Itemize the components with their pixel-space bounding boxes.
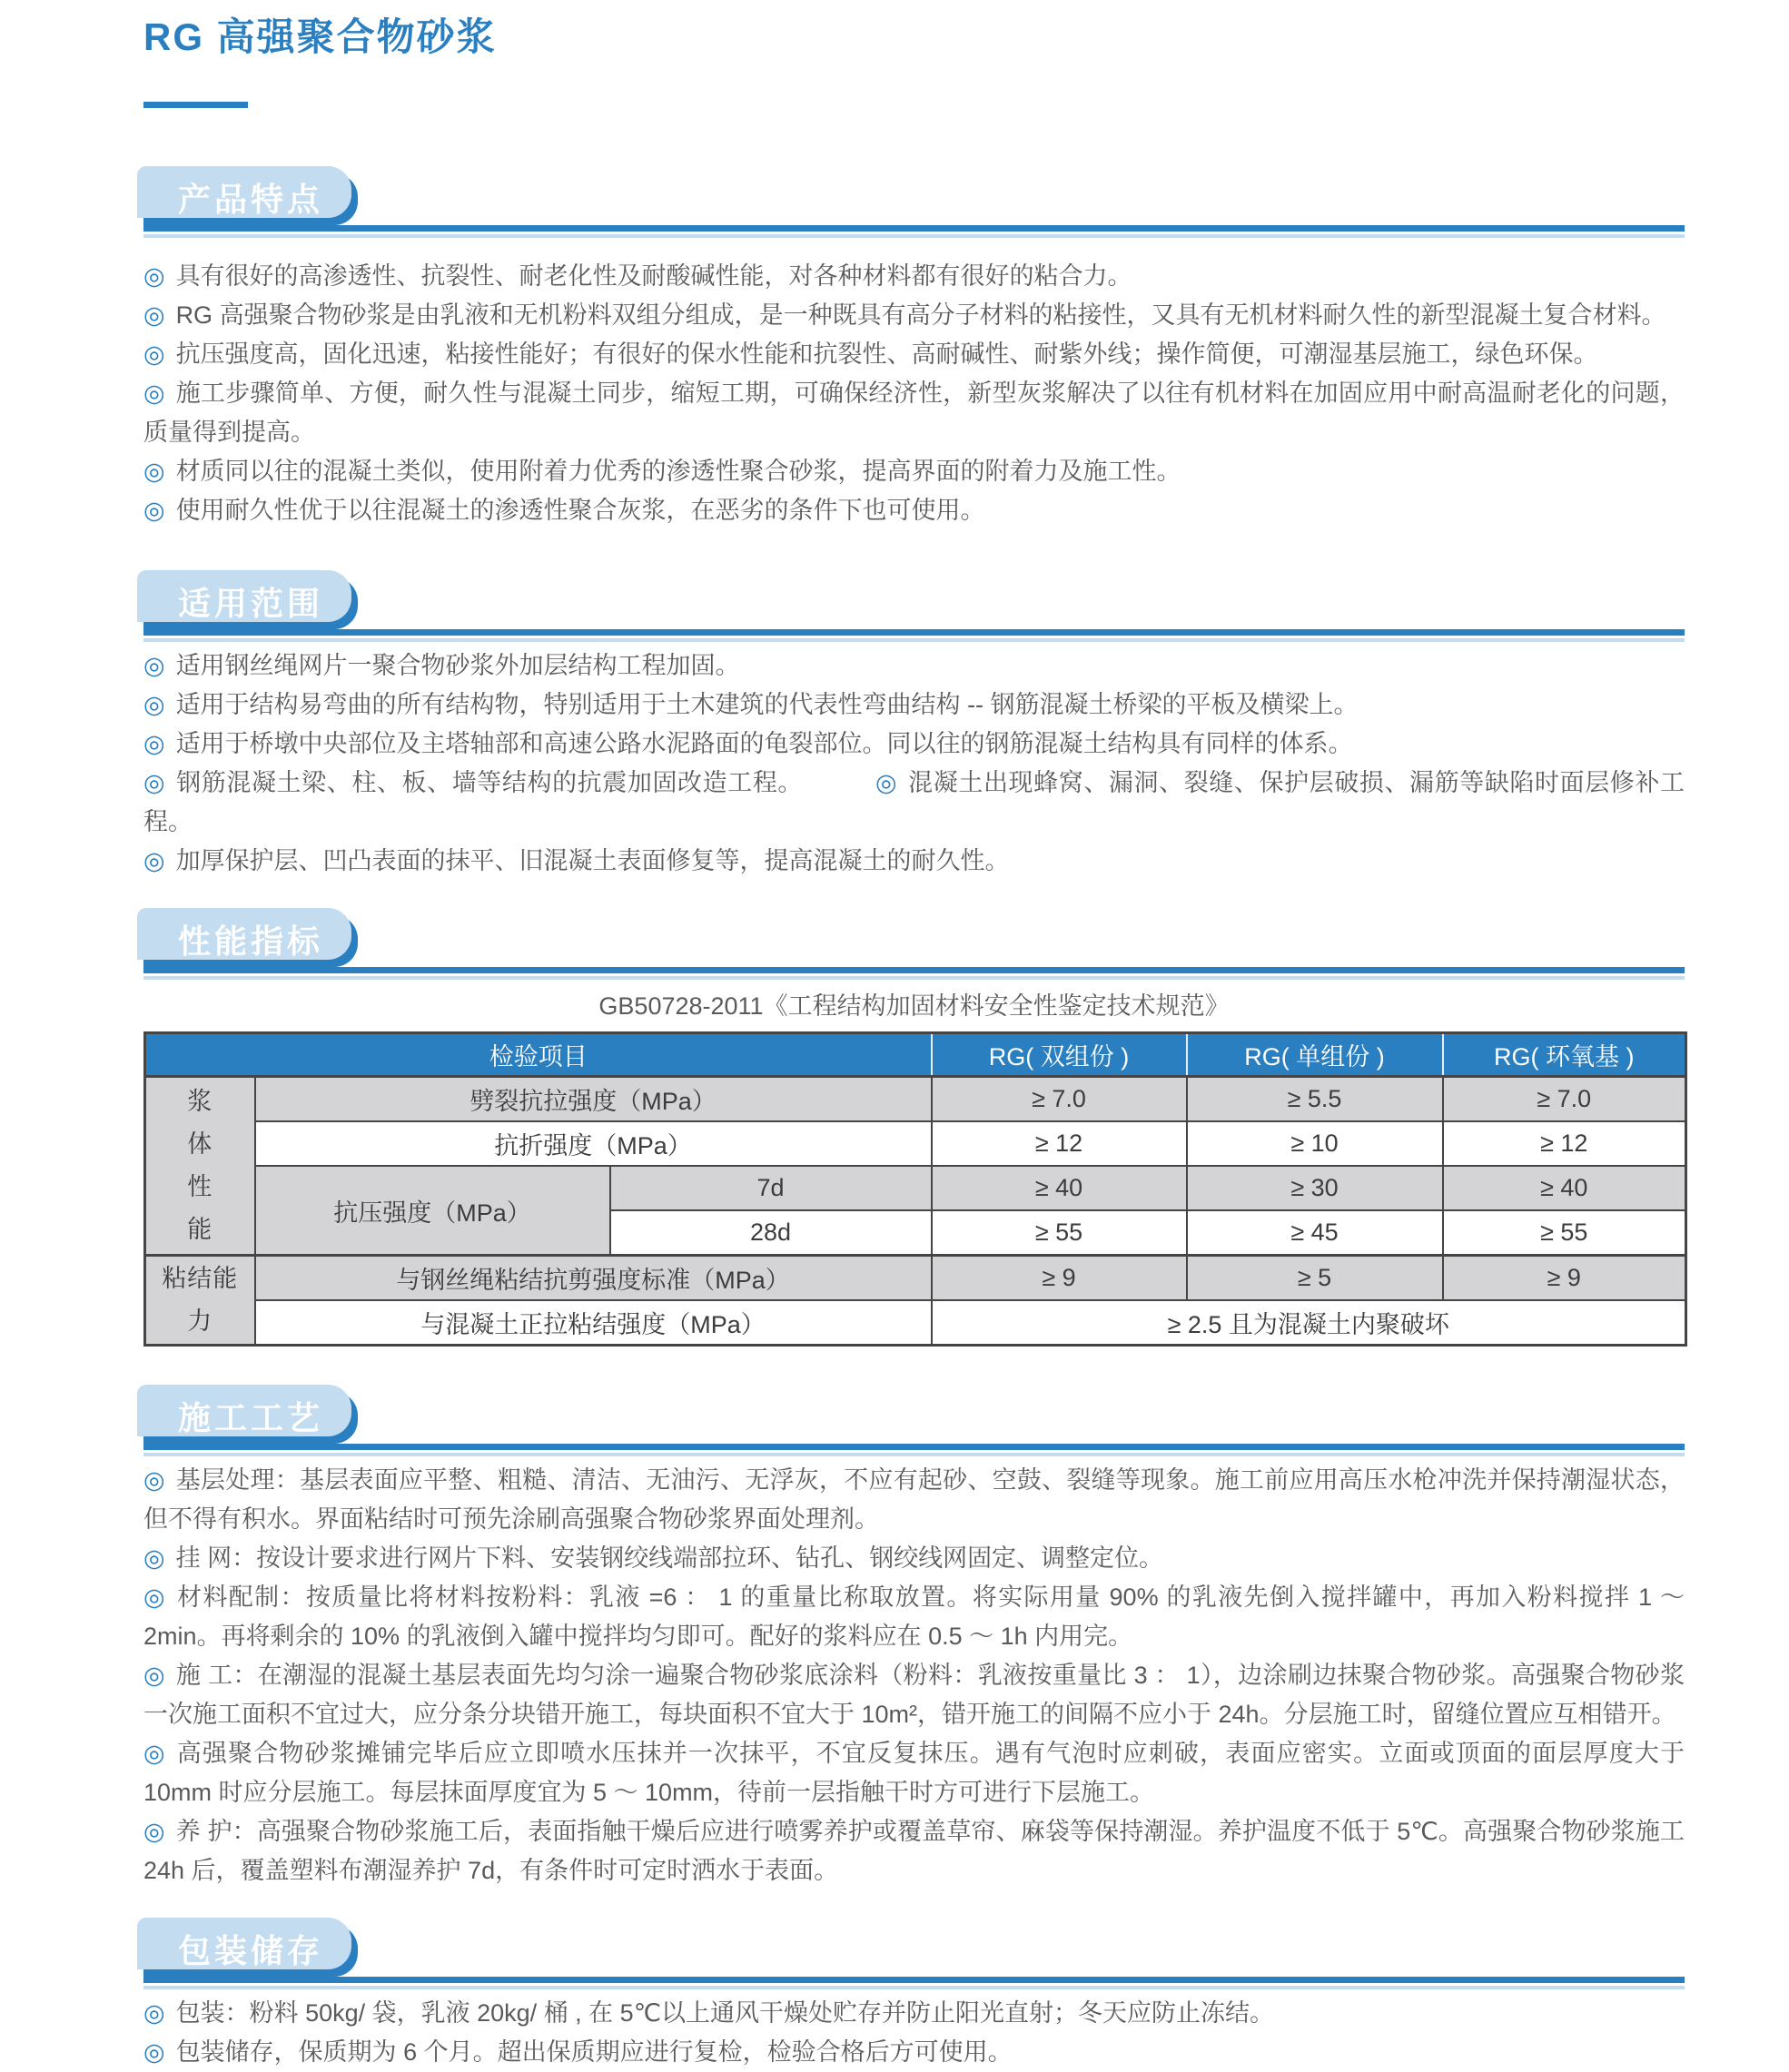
row-label: 抗折强度（MPa）: [255, 1121, 932, 1166]
list-item-text: RG 高强聚合物砂浆是由乳液和无机粉料双组分组成，是一种既具有高分子材料的粘接性，又具有无机材料耐久性的新型混凝土复合材料。: [175, 301, 1666, 329]
row-label: 劈裂抗拉强度（MPa）: [255, 1077, 932, 1122]
list-item-text: 钢筋混凝土梁、柱、板、墙等结构的抗震加固改造工程。: [176, 769, 804, 796]
section-heading: 适用范围: [178, 585, 324, 622]
list-item: [143, 1812, 1685, 1890]
section-header-process: [143, 1385, 1685, 1450]
section-scope: [143, 570, 1685, 881]
list-item: [143, 1656, 1685, 1734]
storage-list: [143, 1994, 1685, 2072]
section-storage: [143, 1918, 1685, 2072]
bullet-icon: ◎: [143, 458, 165, 485]
list-item-text: 适用于结构易弯曲的所有结构物，特别适用于土木建筑的代表性弯曲结构 -- 钢筋混凝土桥梁的平板及横梁上。: [175, 691, 1359, 718]
cell-value: ≥ 2.5 且为混凝土内聚破坏: [932, 1300, 1686, 1346]
section-badge: [143, 173, 358, 225]
list-item: [143, 646, 1685, 686]
bullet-icon: ◎: [875, 769, 898, 796]
section-header-features: [143, 166, 1685, 232]
table-caption: GB50728-2011《工程结构加固材料安全性鉴定技术规范》: [598, 992, 1230, 1020]
cell-value: ≥ 5: [1187, 1256, 1443, 1301]
bullet-icon: ◎: [143, 730, 165, 757]
list-item: [143, 1539, 1685, 1578]
cell-value: ≥ 10: [1187, 1121, 1443, 1166]
cell-value: ≥ 40: [932, 1166, 1187, 1210]
cell-value: ≥ 7.0: [1443, 1077, 1686, 1122]
content-column: [143, 0, 1685, 2072]
list-item-text: 使用耐久性优于以往混凝土的渗透性聚合灰浆，在恶劣的条件下也可使用。: [175, 497, 985, 524]
list-item: [143, 257, 1685, 296]
list-item: [143, 1578, 1685, 1656]
bullet-icon: ◎: [143, 497, 165, 524]
list-item: [143, 686, 1685, 725]
list-item: [143, 374, 1685, 452]
features-list: [143, 257, 1685, 530]
list-item-text: 混凝土出现蜂窝、漏洞、裂缝、保护层破损、漏筋等缺陷时面层修补工程。: [143, 769, 1685, 835]
section-header-storage: [143, 1918, 1685, 1983]
list-item-text: 基层处理：基层表面应平整、粗糙、清洁、无油污、无浮灰，不应有起砂、空鼓、裂缝等现象。施工前应用高压水枪冲洗并保持潮湿状态，但不得有积水。界面粘结时可预先涂刷高强聚合物砂浆界面处理剂。: [143, 1466, 1685, 1533]
row-sublabel: 28d: [610, 1210, 932, 1256]
bullet-icon: ◎: [143, 340, 165, 368]
title-underline: [143, 102, 248, 108]
bullet-icon: ◎: [143, 691, 165, 718]
cell-value: ≥ 55: [1443, 1210, 1686, 1256]
table-row: [145, 1166, 1686, 1210]
section-header-performance: [143, 908, 1685, 973]
list-item-text: 适用钢丝绳网片一聚合物砂浆外加层结构工程加固。: [175, 652, 740, 679]
bullet-icon: ◎: [143, 769, 166, 796]
cell-value: ≥ 55: [932, 1210, 1187, 1256]
bullet-icon: ◎: [143, 847, 165, 874]
section-badge: [143, 577, 358, 629]
section-heading: 性能指标: [178, 923, 324, 960]
cell-value: ≥ 9: [932, 1256, 1187, 1301]
list-item: [143, 1994, 1685, 2033]
section-header-scope: [143, 570, 1685, 636]
list-item-text: 加厚保护层、凹凸表面的抹平、旧混凝土表面修复等，提高混凝土的耐久性。: [175, 847, 1010, 874]
list-item-text: 抗压强度高，固化迅速，粘接性能好；有很好的保水性能和抗裂性、高耐碱性、耐紫外线；操作简便，可潮湿基层施工，绿色环保。: [175, 340, 1598, 368]
section-heading: 施工工艺: [178, 1399, 324, 1436]
section-features: [143, 166, 1685, 530]
performance-table: [143, 1031, 1687, 1347]
scope-list: [143, 646, 1685, 881]
row-label: 抗压强度（MPa）: [255, 1166, 610, 1256]
list-item-double: [143, 764, 1685, 842]
list-item-text: 包装：粉料 50kg/ 袋，乳液 20kg/ 桶 , 在 5℃以上通风干燥处贮存并防止阳光直射；冬天应防止冻结。: [175, 1999, 1275, 2027]
list-item: [143, 2033, 1685, 2072]
list-item: [143, 725, 1685, 764]
cell-value: ≥ 7.0: [932, 1077, 1187, 1122]
list-item-text: 材料配制：按质量比将材料按粉料：乳液 =6 ： 1 的重量比称取放置。将实际用量 90% 的乳液先倒入搅拌罐中，再加入粉料搅拌 1 ～ 2min。再将剩余的 10% 的乳液倒入罐中搅拌均匀即可。配好的浆料应在 0.5 ～ 1h 内用完。: [143, 1584, 1685, 1650]
table-row: [145, 1256, 1686, 1301]
bullet-icon: ◎: [143, 2038, 165, 2066]
list-item-text: 包装储存，保质期为 6 个月。超出保质期应进行复检，检验合格后方可使用。: [175, 2038, 1013, 2066]
list-item: [143, 335, 1685, 374]
cell-value: ≥ 40: [1443, 1166, 1686, 1210]
list-item: [143, 842, 1685, 881]
list-item-text: 具有很好的高渗透性、抗裂性、耐老化性及耐酸碱性能，对各种材料都有很好的粘合力。: [175, 262, 1132, 290]
bullet-icon: ◎: [143, 1584, 166, 1611]
cell-value: ≥ 12: [932, 1121, 1187, 1166]
section-process: [143, 1385, 1685, 1890]
bullet-icon: ◎: [143, 1999, 165, 2027]
list-item-text: 材质同以往的混凝土类似，使用附着力优秀的渗透性聚合砂浆，提高界面的附着力及施工性。: [175, 458, 1181, 485]
bullet-icon: ◎: [143, 652, 165, 679]
bullet-icon: ◎: [143, 1466, 165, 1494]
list-item-text: 施 工：在潮湿的混凝土基层表面先均匀涂一遍聚合物砂浆底涂料（粉料：乳液按重量比 3 ： 1），边涂刷边抹聚合物砂浆。高强聚合物砂浆一次施工面积不宜过大，应分条分块错开施工，每块面积不宜大于 10m²，错开施工的间隔不应小于 24h。分层施工时，留缝位置应互相错开。: [143, 1662, 1685, 1728]
col-header-item: 检验项目: [145, 1033, 932, 1077]
list-item-text: 适用于桥墩中央部位及主塔轴部和高速公路水泥路面的龟裂部位。同以往的钢筋混凝土结构具有同样的体系。: [175, 730, 1353, 757]
section-badge: [143, 1392, 358, 1444]
section-badge: [143, 915, 358, 967]
section-performance: [143, 908, 1685, 1347]
list-item: [143, 452, 1685, 491]
list-item-text: 养 护：高强聚合物砂浆施工后，表面指触干燥后应进行喷雾养护或覆盖草帘、麻袋等保持潮湿。养护温度不低于 5℃。高强聚合物砂浆施工 24h 后，覆盖塑料布潮湿养护 7d，有条件时可定时洒水于表面。: [143, 1818, 1685, 1884]
table-header-row: [145, 1033, 1686, 1077]
table-row: [145, 1300, 1686, 1346]
row-label: 与钢丝绳粘结抗剪强度标准（MPa）: [255, 1256, 932, 1301]
bullet-icon: ◎: [143, 301, 165, 329]
section-heading: 产品特点: [178, 181, 324, 218]
section-heading: 包装储存: [178, 1932, 324, 1969]
cell-value: ≥ 12: [1443, 1121, 1686, 1166]
col-header-rg-epoxy: RG( 环氧基 ): [1443, 1033, 1686, 1077]
list-item-text: 施工步骤简单、方便，耐久性与混凝土同步，缩短工期，可确保经济性，新型灰浆解决了以往有机材料在加固应用中耐高温耐老化的问题，质量得到提高。: [143, 380, 1685, 446]
row-group-label: 浆体性能: [145, 1077, 255, 1256]
cell-value: ≥ 9: [1443, 1256, 1686, 1301]
section-badge: [143, 1925, 358, 1977]
bullet-icon: ◎: [143, 380, 165, 407]
row-label: 与混凝土正拉粘结强度（MPa）: [255, 1300, 932, 1346]
list-item: [143, 1734, 1685, 1812]
col-header-rg-one: RG( 单组份 ): [1187, 1033, 1443, 1077]
list-item-text: 高强聚合物砂浆摊铺完毕后应立即喷水压抹并一次抹平，不宜反复抹压。遇有气泡时应刺破，表面应密实。立面或顶面的面层厚度大于 10mm 时应分层施工。每层抹面厚度宜为 5 ～ 10mm，待前一层指触干时方可进行下层施工。: [143, 1740, 1685, 1806]
bullet-icon: ◎: [143, 262, 165, 290]
cell-value: ≥ 45: [1187, 1210, 1443, 1256]
list-item: [143, 491, 1685, 530]
cell-value: ≥ 5.5: [1187, 1077, 1443, 1122]
bullet-icon: ◎: [143, 1818, 165, 1845]
list-item: [143, 1461, 1685, 1539]
bullet-icon: ◎: [143, 1662, 165, 1689]
list-item-text: 挂 网：按设计要求进行网片下料、安装钢绞线端部拉环、钻孔、钢绞线网固定、调整定位。: [175, 1544, 1164, 1572]
bullet-icon: ◎: [143, 1740, 166, 1767]
list-item: [143, 296, 1685, 335]
process-list: [143, 1461, 1685, 1890]
col-header-rg-two: RG( 双组份 ): [932, 1033, 1187, 1077]
page-title: RG 高强聚合物砂浆: [143, 15, 497, 58]
table-row: [145, 1121, 1686, 1166]
table-row: [145, 1077, 1686, 1122]
row-group-label: 粘结能力: [145, 1256, 255, 1346]
bullet-icon: ◎: [143, 1544, 165, 1572]
cell-value: ≥ 30: [1187, 1166, 1443, 1210]
row-sublabel: 7d: [610, 1166, 932, 1210]
